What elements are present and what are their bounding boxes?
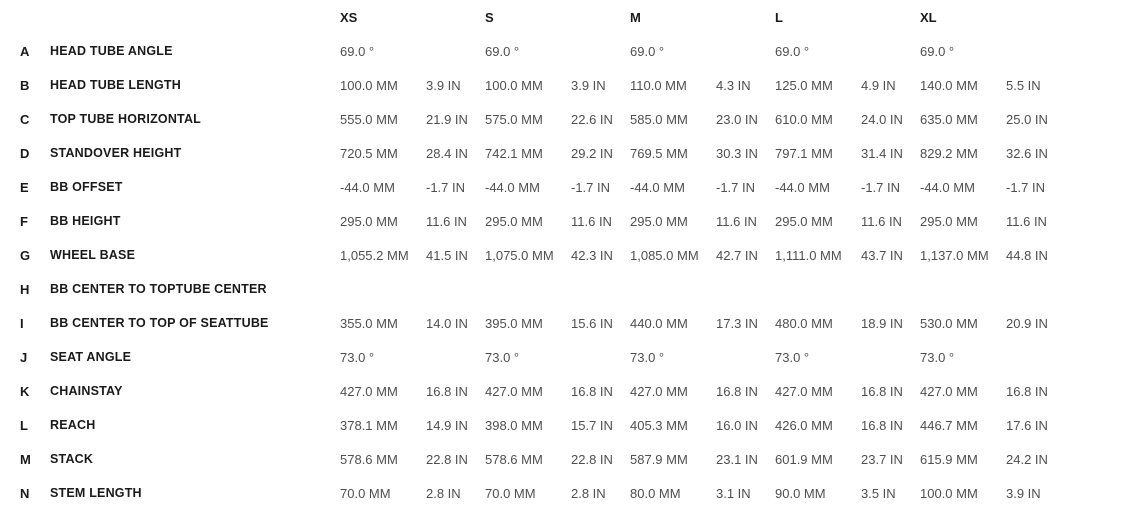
value-mm: 555.0 MM	[340, 111, 398, 127]
column-header-size: XS	[340, 9, 358, 25]
value-mm: 295.0 MM	[775, 213, 833, 229]
value-mm: 73.0 °	[630, 349, 665, 365]
row-letter: C	[20, 111, 30, 127]
value-in: 16.8 IN	[861, 417, 903, 433]
value-in: -1.7 IN	[716, 179, 756, 195]
value-in: -1.7 IN	[571, 179, 611, 195]
row-label: HEAD TUBE ANGLE	[50, 44, 173, 58]
value-in: 29.2 IN	[571, 145, 613, 161]
table-row	[20, 34, 1136, 68]
value-mm: 446.7 MM	[920, 417, 978, 433]
value-mm: 427.0 MM	[340, 383, 398, 399]
value-in: 3.9 IN	[571, 77, 606, 93]
value-mm: 1,085.0 MM	[630, 247, 699, 263]
value-in: 24.2 IN	[1006, 451, 1048, 467]
row-letter: L	[20, 417, 28, 433]
table-row	[20, 408, 1136, 442]
row-label: SEAT ANGLE	[50, 350, 132, 364]
row-label: WHEEL BASE	[50, 248, 136, 262]
table-row	[20, 306, 1136, 340]
value-in: 31.4 IN	[861, 145, 903, 161]
value-mm: 1,075.0 MM	[485, 247, 554, 263]
value-mm: 73.0 °	[775, 349, 810, 365]
value-mm: 575.0 MM	[485, 111, 543, 127]
value-mm: 110.0 MM	[630, 77, 687, 93]
row-label: STANDOVER HEIGHT	[50, 146, 182, 160]
value-in: 5.5 IN	[1006, 77, 1041, 93]
row-label: STACK	[50, 452, 94, 466]
value-in: 4.3 IN	[716, 77, 751, 93]
value-mm: -44.0 MM	[775, 179, 830, 195]
value-in: 2.8 IN	[571, 485, 606, 501]
row-letter: K	[20, 383, 30, 399]
row-letter: A	[20, 43, 30, 59]
table-row	[20, 102, 1136, 136]
row-letter: D	[20, 145, 30, 161]
value-in: 14.0 IN	[426, 315, 468, 331]
value-in: 32.6 IN	[1006, 145, 1048, 161]
table-row	[20, 442, 1136, 476]
value-mm: 398.0 MM	[485, 417, 543, 433]
value-mm: 440.0 MM	[630, 315, 688, 331]
row-letter: M	[20, 451, 31, 467]
value-mm: 427.0 MM	[920, 383, 978, 399]
value-mm: -44.0 MM	[485, 179, 540, 195]
value-mm: 140.0 MM	[920, 77, 978, 93]
value-mm: 70.0 MM	[485, 485, 536, 501]
value-in: 16.8 IN	[861, 383, 903, 399]
value-mm: -44.0 MM	[630, 179, 685, 195]
value-mm: 610.0 MM	[775, 111, 833, 127]
value-mm: 1,111.0 MM	[775, 247, 842, 263]
value-in: 23.1 IN	[716, 451, 758, 467]
value-mm: 125.0 MM	[775, 77, 833, 93]
row-label: CHAINSTAY	[50, 384, 123, 398]
value-mm: 615.9 MM	[920, 451, 978, 467]
value-mm: 295.0 MM	[485, 213, 543, 229]
value-mm: 585.0 MM	[630, 111, 688, 127]
value-in: 16.8 IN	[1006, 383, 1048, 399]
value-in: 42.3 IN	[571, 247, 613, 263]
value-in: -1.7 IN	[1006, 179, 1046, 195]
value-mm: 69.0 °	[920, 43, 955, 59]
value-mm: 355.0 MM	[340, 315, 398, 331]
value-in: 3.9 IN	[1006, 485, 1041, 501]
value-in: 42.7 IN	[716, 247, 758, 263]
value-mm: 70.0 MM	[340, 485, 391, 501]
value-mm: 90.0 MM	[775, 485, 826, 501]
value-mm: 395.0 MM	[485, 315, 543, 331]
value-in: 20.9 IN	[1006, 315, 1048, 331]
value-in: 4.9 IN	[861, 77, 896, 93]
value-mm: 69.0 °	[340, 43, 375, 59]
value-in: 21.9 IN	[426, 111, 468, 127]
value-in: 11.6 IN	[1006, 213, 1047, 229]
value-mm: 73.0 °	[920, 349, 955, 365]
value-in: 28.4 IN	[426, 145, 468, 161]
row-letter: N	[20, 485, 30, 501]
value-in: 17.3 IN	[716, 315, 758, 331]
value-mm: 100.0 MM	[920, 485, 978, 501]
value-in: 11.6 IN	[426, 213, 467, 229]
row-letter: I	[20, 315, 24, 331]
row-letter: F	[20, 213, 28, 229]
value-mm: 73.0 °	[340, 349, 375, 365]
value-mm: 829.2 MM	[920, 145, 978, 161]
value-in: 11.6 IN	[716, 213, 757, 229]
value-mm: 378.1 MM	[340, 417, 398, 433]
value-in: 41.5 IN	[426, 247, 468, 263]
table-row	[20, 136, 1136, 170]
table-row	[20, 272, 1136, 306]
value-mm: 797.1 MM	[775, 145, 833, 161]
table-row	[20, 374, 1136, 408]
value-in: 16.0 IN	[716, 417, 758, 433]
value-in: 23.0 IN	[716, 111, 758, 127]
table-row	[20, 340, 1136, 374]
value-mm: 769.5 MM	[630, 145, 688, 161]
table-row	[20, 476, 1136, 510]
value-in: 16.8 IN	[426, 383, 468, 399]
value-mm: 405.3 MM	[630, 417, 688, 433]
value-in: 23.7 IN	[861, 451, 903, 467]
value-mm: 69.0 °	[485, 43, 520, 59]
value-in: 24.0 IN	[861, 111, 903, 127]
row-label: REACH	[50, 418, 96, 432]
table-row	[20, 238, 1136, 272]
value-mm: 427.0 MM	[485, 383, 543, 399]
value-in: 44.8 IN	[1006, 247, 1048, 263]
value-mm: 578.6 MM	[340, 451, 398, 467]
value-in: 16.8 IN	[716, 383, 758, 399]
row-letter: G	[20, 247, 31, 263]
value-in: 2.8 IN	[426, 485, 461, 501]
value-in: 17.6 IN	[1006, 417, 1048, 433]
size-header-row	[20, 0, 1136, 34]
row-letter: H	[20, 281, 30, 297]
value-in: 14.9 IN	[426, 417, 468, 433]
value-mm: 587.9 MM	[630, 451, 688, 467]
value-mm: 100.0 MM	[340, 77, 398, 93]
table-row	[20, 204, 1136, 238]
column-header-size: L	[775, 9, 783, 25]
value-mm: 295.0 MM	[920, 213, 978, 229]
row-label: BB CENTER TO TOP OF SEATTUBE	[50, 316, 269, 330]
value-in: 3.1 IN	[716, 485, 751, 501]
value-in: 30.3 IN	[716, 145, 758, 161]
column-header-size: M	[630, 9, 641, 25]
value-in: 18.9 IN	[861, 315, 903, 331]
value-mm: 427.0 MM	[630, 383, 688, 399]
value-in: 22.6 IN	[571, 111, 613, 127]
value-mm: 480.0 MM	[775, 315, 833, 331]
value-in: -1.7 IN	[861, 179, 901, 195]
value-mm: 530.0 MM	[920, 315, 978, 331]
value-in: 43.7 IN	[861, 247, 903, 263]
value-mm: 427.0 MM	[775, 383, 833, 399]
value-in: -1.7 IN	[426, 179, 466, 195]
value-mm: 295.0 MM	[340, 213, 398, 229]
value-in: 15.7 IN	[571, 417, 613, 433]
value-mm: 1,137.0 MM	[920, 247, 989, 263]
value-in: 3.5 IN	[861, 485, 896, 501]
value-mm: 742.1 MM	[485, 145, 543, 161]
value-in: 16.8 IN	[571, 383, 613, 399]
row-label: BB CENTER TO TOPTUBE CENTER	[50, 282, 267, 296]
table-row	[20, 170, 1136, 204]
value-mm: 1,055.2 MM	[340, 247, 409, 263]
value-in: 15.6 IN	[571, 315, 613, 331]
value-mm: -44.0 MM	[920, 179, 975, 195]
value-in: 11.6 IN	[861, 213, 902, 229]
row-label: TOP TUBE HORIZONTAL	[50, 112, 202, 126]
row-label: BB OFFSET	[50, 180, 123, 194]
row-letter: B	[20, 77, 30, 93]
value-in: 22.8 IN	[571, 451, 613, 467]
row-label: HEAD TUBE LENGTH	[50, 78, 181, 92]
value-mm: 80.0 MM	[630, 485, 681, 501]
value-in: 11.6 IN	[571, 213, 612, 229]
column-header-size: S	[485, 9, 494, 25]
value-in: 3.9 IN	[426, 77, 461, 93]
value-mm: 100.0 MM	[485, 77, 543, 93]
value-mm: 69.0 °	[775, 43, 810, 59]
value-mm: -44.0 MM	[340, 179, 395, 195]
value-mm: 601.9 MM	[775, 451, 833, 467]
value-mm: 73.0 °	[485, 349, 520, 365]
row-label: BB HEIGHT	[50, 214, 121, 228]
column-header-size: XL	[920, 9, 937, 25]
value-mm: 578.6 MM	[485, 451, 543, 467]
row-letter: E	[20, 179, 29, 195]
table-row	[20, 68, 1136, 102]
value-mm: 295.0 MM	[630, 213, 688, 229]
row-letter: J	[20, 349, 28, 365]
row-label: STEM LENGTH	[50, 486, 142, 500]
value-in: 22.8 IN	[426, 451, 468, 467]
value-mm: 69.0 °	[630, 43, 665, 59]
value-mm: 635.0 MM	[920, 111, 978, 127]
value-in: 25.0 IN	[1006, 111, 1048, 127]
value-mm: 426.0 MM	[775, 417, 833, 433]
value-mm: 720.5 MM	[340, 145, 398, 161]
